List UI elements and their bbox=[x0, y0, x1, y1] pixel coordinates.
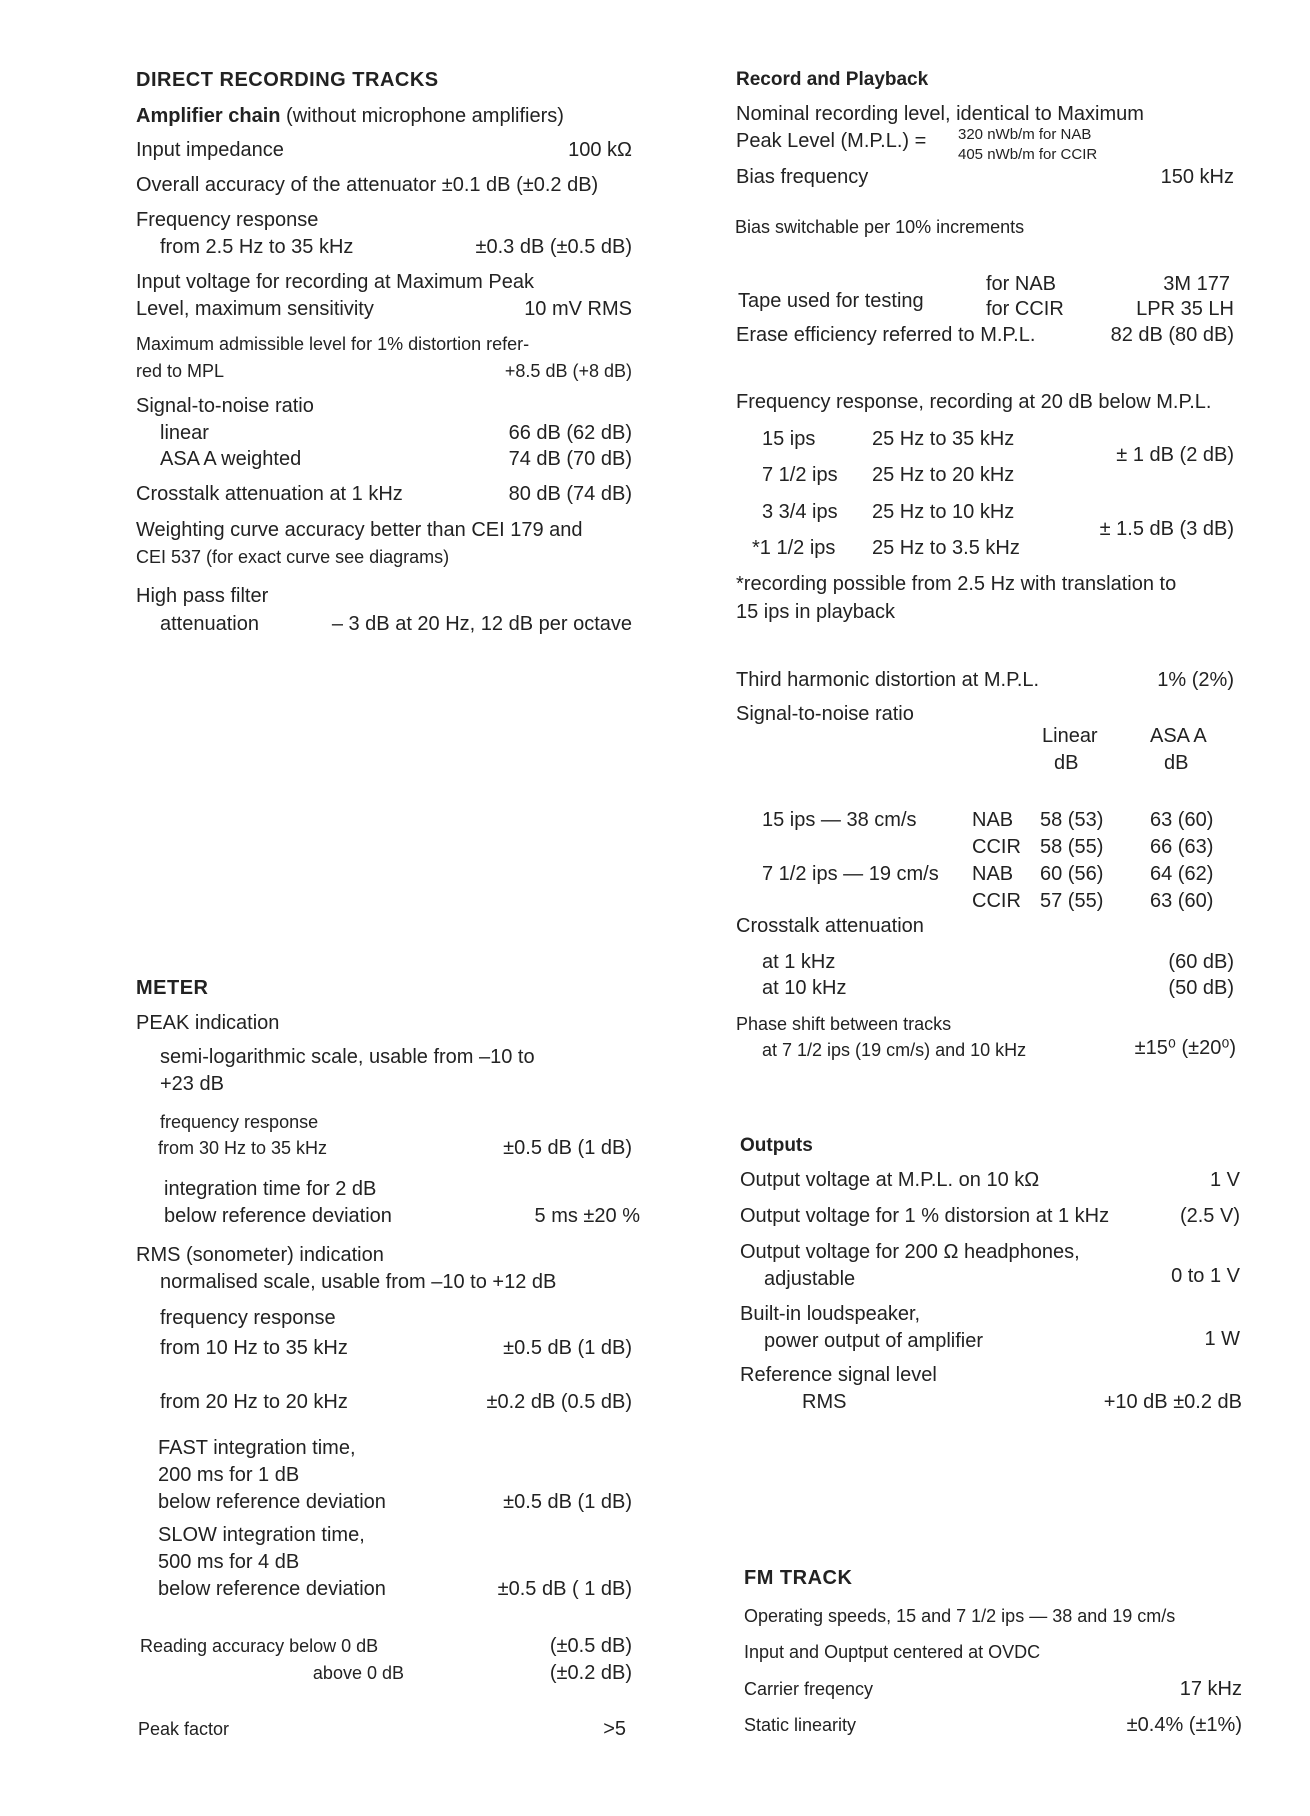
snr-asa-label: ASA A weighted bbox=[160, 448, 302, 470]
output-voltage-distortion-label: Output voltage for 1 % distorsion at 1 kHz bbox=[740, 1205, 1110, 1227]
headphones-line2: adjustable bbox=[764, 1268, 856, 1290]
crosstalk-10k-value: (50 dB) bbox=[1168, 977, 1234, 999]
snr-row-linear: 57 (55) bbox=[1040, 890, 1104, 912]
crosstalk-1k-value: (60 dB) bbox=[1168, 951, 1234, 973]
snr-row-speed: 7 1/2 ips — 19 cm/s bbox=[762, 863, 939, 885]
nominal-level-line2: Peak Level (M.P.L.) = bbox=[736, 130, 927, 152]
slow-integration-line3: below reference deviation bbox=[158, 1578, 386, 1600]
crosstalk-label: Crosstalk attenuation at 1 kHz bbox=[136, 483, 403, 505]
phase-shift-value: ±15⁰ (±20⁰) bbox=[1134, 1037, 1236, 1059]
thd-value: 1% (2%) bbox=[1157, 669, 1234, 691]
loudspeaker-value: 1 W bbox=[1204, 1328, 1240, 1350]
erase-efficiency-label: Erase efficiency referred to M.P.L. bbox=[736, 324, 1036, 346]
integration-time-line1: integration time for 2 dB bbox=[164, 1178, 377, 1200]
input-impedance-value: 100 kΩ bbox=[568, 139, 632, 161]
rms-indication-label: RMS (sonometer) indication bbox=[136, 1244, 384, 1266]
snr-row-linear: 58 (55) bbox=[1040, 836, 1104, 858]
bias-frequency-label: Bias frequency bbox=[736, 166, 869, 188]
carrier-frequency-label: Carrier freqency bbox=[744, 1679, 874, 1699]
snr-label: Signal-to-noise ratio bbox=[136, 395, 314, 417]
integration-time-line2: below reference deviation bbox=[164, 1205, 392, 1227]
tape-nab-value: 3M 177 bbox=[1163, 273, 1230, 295]
snr-linear-unit: dB bbox=[1054, 752, 1079, 774]
snr-row-standard: CCIR bbox=[972, 890, 1021, 912]
nominal-level-line1: Nominal recording level, identical to Maximum bbox=[736, 103, 1144, 125]
reading-accuracy-above: above 0 dB bbox=[312, 1663, 404, 1683]
amplifier-chain-label: Amplifier chain bbox=[136, 105, 281, 127]
peak-frequency-response-label: frequency response bbox=[160, 1112, 319, 1132]
snr-row-asa: 63 (60) bbox=[1150, 890, 1214, 912]
bias-frequency-value: 150 kHz bbox=[1160, 166, 1234, 188]
tape-ccir-value: LPR 35 LH bbox=[1136, 298, 1234, 320]
record-frequency-response-title: Frequency response, recording at 20 dB below M.P.L. bbox=[736, 391, 1212, 413]
snr-row-speed: 15 ips — 38 cm/s bbox=[762, 809, 917, 831]
peak-indication-label: PEAK indication bbox=[136, 1012, 280, 1034]
input-voltage-value: 10 mV RMS bbox=[524, 298, 632, 320]
reading-accuracy-below-value: (±0.5 dB) bbox=[549, 1635, 632, 1657]
record-playback-heading: Record and Playback bbox=[736, 69, 929, 90]
normalised-scale: normalised scale, usable from –10 to +12 dB bbox=[160, 1271, 557, 1293]
snr-asa-value: 74 dB (70 dB) bbox=[508, 448, 632, 470]
peak-factor-value: >5 bbox=[603, 1718, 626, 1740]
snr-row-standard: CCIR bbox=[972, 836, 1021, 858]
headphones-value: 0 to 1 V bbox=[1171, 1265, 1240, 1287]
frequency-response-label: Frequency response bbox=[136, 209, 319, 231]
headphones-line1: Output voltage for 200 Ω headphones, bbox=[740, 1241, 1080, 1263]
fr-range: 25 Hz to 35 kHz bbox=[872, 428, 1015, 450]
rms-frequency-range-2: from 20 Hz to 20 kHz bbox=[160, 1391, 348, 1413]
snr-linear-header: Linear bbox=[1042, 725, 1098, 747]
high-pass-attenuation-label: attenuation bbox=[160, 613, 259, 635]
reading-accuracy-above-value: (±0.2 dB) bbox=[549, 1662, 632, 1684]
amplifier-chain-note: (without microphone amplifiers) bbox=[280, 105, 564, 127]
reading-accuracy-below: Reading accuracy below 0 dB bbox=[140, 1636, 379, 1656]
crosstalk-1k-label: at 1 kHz bbox=[762, 951, 836, 973]
nab-flux-level: 320 nWb/m for NAB bbox=[958, 126, 1092, 143]
output-voltage-mpl-label: Output voltage at M.P.L. on 10 kΩ bbox=[740, 1169, 1040, 1191]
semi-log-scale-line2: +23 dB bbox=[160, 1073, 224, 1095]
attenuator-accuracy: Overall accuracy of the attenuator ±0.1 dB (±0.2 dB) bbox=[136, 174, 599, 196]
operating-speeds: Operating speeds, 15 and 7 1/2 ips — 38 and 19 cm/s bbox=[744, 1606, 1176, 1626]
fr-tolerance-2: ± 1.5 dB (3 dB) bbox=[1099, 518, 1234, 540]
footnote-line2: 15 ips in playback bbox=[736, 601, 895, 623]
rms-frequency-range-1: from 10 Hz to 35 kHz bbox=[160, 1337, 348, 1359]
loudspeaker-line2: power output of amplifier bbox=[764, 1330, 984, 1352]
tape-nab-label: for NAB bbox=[986, 273, 1057, 295]
output-voltage-mpl-value: 1 V bbox=[1209, 1169, 1240, 1191]
bias-switch-note: Bias switchable per 10% increments bbox=[735, 217, 1025, 237]
thd-label: Third harmonic distortion at M.P.L. bbox=[736, 669, 1040, 691]
snr-row-asa: 63 (60) bbox=[1150, 809, 1214, 831]
peak-factor-label: Peak factor bbox=[138, 1719, 230, 1739]
phase-shift-line1: Phase shift between tracks bbox=[736, 1014, 952, 1034]
tape-ccir-label: for CCIR bbox=[986, 298, 1064, 320]
frequency-response-range: from 2.5 Hz to 35 kHz bbox=[160, 236, 354, 258]
static-linearity-label: Static linearity bbox=[744, 1715, 857, 1735]
snr-linear-value: 66 dB (62 dB) bbox=[508, 422, 632, 444]
fast-integration-line3: below reference deviation bbox=[158, 1491, 386, 1513]
fr-range: 25 Hz to 3.5 kHz bbox=[872, 537, 1020, 559]
phase-shift-line2: at 7 1/2 ips (19 cm/s) and 10 kHz bbox=[762, 1040, 1027, 1060]
outputs-heading: Outputs bbox=[740, 1135, 813, 1156]
snr-row-asa: 64 (62) bbox=[1150, 863, 1214, 885]
weighting-line1: Weighting curve accuracy better than CEI 179 and bbox=[136, 519, 583, 541]
fr-speed: *1 1/2 ips bbox=[752, 537, 836, 559]
snr-asa-unit: dB bbox=[1164, 752, 1189, 774]
snr-row-standard: NAB bbox=[972, 863, 1014, 885]
input-voltage-line2: Level, maximum sensitivity bbox=[136, 298, 374, 320]
meter-heading: METER bbox=[136, 977, 209, 999]
output-voltage-distortion-value: (2.5 V) bbox=[1179, 1205, 1240, 1227]
crosstalk-value: 80 dB (74 dB) bbox=[508, 483, 632, 505]
footnote-line1: *recording possible from 2.5 Hz with translation to bbox=[736, 573, 1177, 595]
snr-linear-label: linear bbox=[160, 422, 209, 444]
input-voltage-line1: Input voltage for recording at Maximum Peak bbox=[136, 271, 534, 293]
crosstalk-10k-label: at 10 kHz bbox=[762, 977, 847, 999]
input-output-centered: Input and Ouptput centered at OVDC bbox=[744, 1642, 1041, 1662]
reference-level-line1: Reference signal level bbox=[740, 1364, 937, 1386]
loudspeaker-line1: Built-in loudspeaker, bbox=[740, 1303, 921, 1325]
direct-recording-heading: DIRECT RECORDING TRACKS bbox=[136, 69, 439, 91]
max-level-line1: Maximum admissible level for 1% distortion refer- bbox=[136, 334, 530, 354]
slow-integration-value: ±0.5 dB ( 1 dB) bbox=[497, 1578, 632, 1600]
frequency-response-value: ±0.3 dB (±0.5 dB) bbox=[475, 236, 632, 258]
amplifier-chain-line bbox=[136, 104, 564, 128]
high-pass-filter-label: High pass filter bbox=[136, 585, 269, 607]
peak-frequency-response-range: from 30 Hz to 35 kHz bbox=[158, 1138, 328, 1158]
reference-level-value: +10 dB ±0.2 dB bbox=[1103, 1391, 1242, 1413]
snr-row-linear: 60 (56) bbox=[1040, 863, 1104, 885]
max-level-value: +8.5 dB (+8 dB) bbox=[504, 361, 632, 381]
fr-speed: 7 1/2 ips bbox=[762, 464, 838, 486]
snr-label: Signal-to-noise ratio bbox=[736, 703, 914, 725]
slow-integration-line1: SLOW integration time, bbox=[158, 1524, 365, 1546]
fast-integration-value: ±0.5 dB (1 dB) bbox=[503, 1491, 632, 1513]
peak-frequency-response-value: ±0.5 dB (1 dB) bbox=[503, 1137, 632, 1159]
snr-row-asa: 66 (63) bbox=[1150, 836, 1214, 858]
rms-frequency-response-label: frequency response bbox=[160, 1307, 336, 1329]
tape-testing-label: Tape used for testing bbox=[738, 290, 924, 312]
fr-range: 25 Hz to 20 kHz bbox=[872, 464, 1015, 486]
snr-row-standard: NAB bbox=[972, 809, 1014, 831]
max-level-line2: red to MPL bbox=[136, 361, 225, 381]
fr-tolerance-1: ± 1 dB (2 dB) bbox=[1116, 444, 1234, 466]
erase-efficiency-value: 82 dB (80 dB) bbox=[1110, 324, 1234, 346]
static-linearity-value: ±0.4% (±1%) bbox=[1126, 1714, 1242, 1736]
ccir-flux-level: 405 nWb/m for CCIR bbox=[958, 146, 1098, 163]
slow-integration-line2: 500 ms for 4 dB bbox=[158, 1551, 300, 1573]
fr-speed: 15 ips bbox=[762, 428, 816, 450]
fast-integration-line1: FAST integration time, bbox=[158, 1437, 356, 1459]
snr-row-linear: 58 (53) bbox=[1040, 809, 1104, 831]
fm-track-heading: FM TRACK bbox=[744, 1567, 853, 1589]
input-impedance-label: Input impedance bbox=[136, 139, 284, 161]
semi-log-scale-line1: semi-logarithmic scale, usable from –10 to bbox=[160, 1046, 535, 1068]
snr-asa-header: ASA A bbox=[1150, 725, 1207, 747]
rms-frequency-value-2: ±0.2 dB (0.5 dB) bbox=[486, 1391, 632, 1413]
fr-speed: 3 3/4 ips bbox=[762, 501, 838, 523]
integration-time-value: 5 ms ±20 % bbox=[534, 1205, 640, 1227]
rms-frequency-value-1: ±0.5 dB (1 dB) bbox=[503, 1337, 632, 1359]
fast-integration-line2: 200 ms for 1 dB bbox=[158, 1464, 300, 1486]
fr-range: 25 Hz to 10 kHz bbox=[872, 501, 1015, 523]
high-pass-attenuation-value: – 3 dB at 20 Hz, 12 dB per octave bbox=[331, 613, 632, 635]
crosstalk-label: Crosstalk attenuation bbox=[736, 915, 924, 937]
reference-level-line2: RMS bbox=[802, 1391, 847, 1413]
carrier-frequency-value: 17 kHz bbox=[1179, 1678, 1242, 1700]
weighting-line2: CEI 537 (for exact curve see diagrams) bbox=[136, 547, 450, 567]
